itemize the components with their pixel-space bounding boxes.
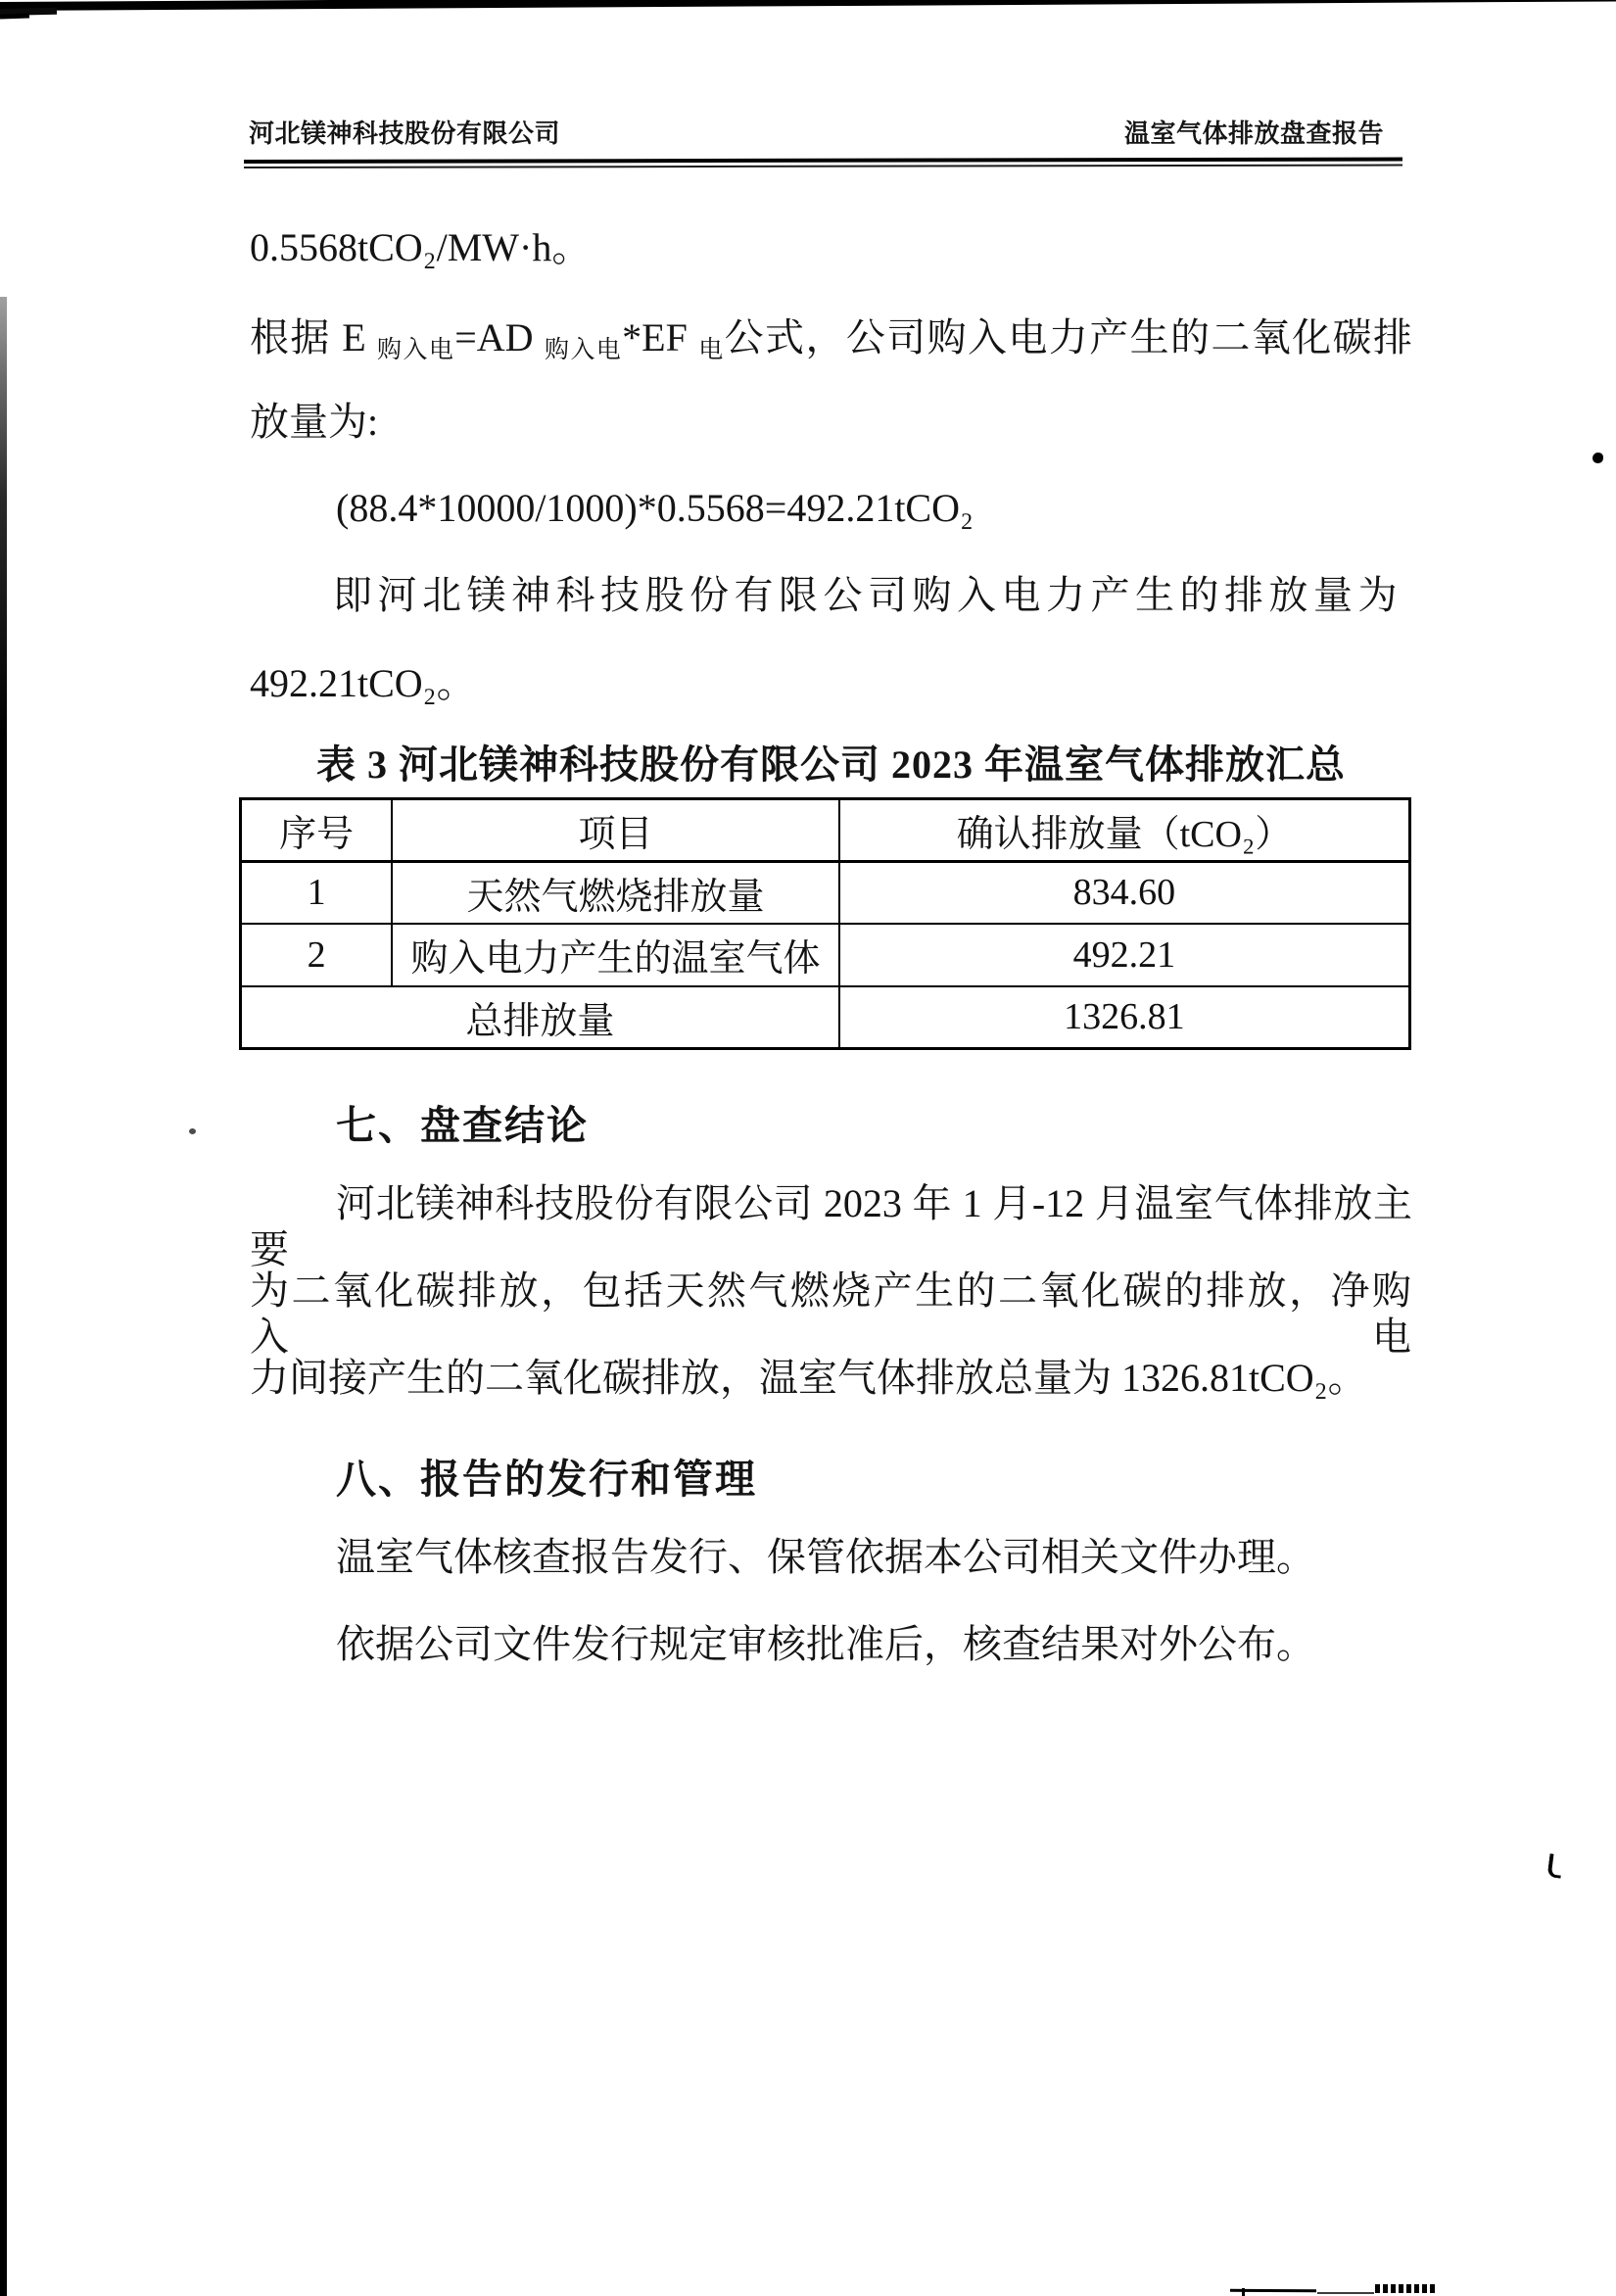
section-7-heading: 七、盘查结论 [336,1103,589,1148]
table-row [241,862,1410,924]
table-header-amount: 确认排放量（tCO₂） [839,799,1410,862]
table-header-index: 序号 [241,799,393,862]
row-item: 购入电力产生的温室气体 [392,924,839,986]
scan-artifact-bottom-tick [1242,2288,1245,2296]
formula-seg: 根据 E [250,315,378,359]
scan-artifact-bottom-line-thin [1317,2292,1374,2294]
table-header-row [241,799,1410,862]
formula-seg: 公式，公司购入电力产生的二氧化碳排 [724,315,1412,359]
scan-artifact-dot-left [189,1128,196,1134]
row-index: 2 [241,924,393,986]
row-amount: 834.60 [839,862,1410,924]
total-amount: 1326.81 [839,986,1410,1049]
formula-subscript: 购入电 [544,337,623,363]
scan-artifact-bottom-dashes [1375,2284,1438,2293]
body-line-fangliangwei: 放量为: [250,400,379,444]
running-head-report-title: 温室气体排放盘查报告 [1124,120,1385,148]
table-total-row [241,986,1410,1049]
formula-subscript: 电 [698,337,725,363]
formula-subscript: 购入电 [377,337,455,363]
scan-artifact-dot-right [1592,453,1603,463]
section-7-paragraph-line: 力间接产生的二氧化碳排放，温室气体排放总量为 1326.81tCO₂。 [250,1356,1367,1400]
header-rule-thin [244,165,1402,168]
scan-artifact-top-bar [0,0,1616,11]
table-caption: 表 3 河北镁神科技股份有限公司 2023 年温室气体排放汇总 [316,742,1346,787]
scan-artifact-top-fragment [0,13,29,19]
total-label: 总排放量 [241,986,839,1049]
formula-seg: *EF [622,315,699,359]
body-line-formula [250,314,1412,365]
table-header-item: 项目 [392,799,839,862]
row-amount: 492.21 [839,924,1410,986]
row-item: 天然气燃烧排放量 [392,862,839,924]
formula-seg: =AD [454,315,545,359]
body-line-conclusion-sentence: 即河北镁神科技股份有限公司购入电力产生的排放量为 [333,573,1402,617]
section-8-paragraph-line: 温室气体核查报告发行、保管依据本公司相关文件办理。 [336,1535,1315,1579]
section-8-paragraph-line: 依据公司文件发行规定审核批准后，核查结果对外公布。 [336,1622,1315,1666]
scan-artifact-tick [1547,1853,1564,1879]
section-7-paragraph-line: 为二氧化碳排放，包括天然气燃烧产生的二氧化碳的排放，净购入电 [250,1268,1412,1360]
table-row [241,924,1410,986]
section-7-paragraph-line: 河北镁神科技股份有限公司 2023 年 1 月-12 月温室气体排放主要 [250,1181,1412,1272]
body-line-calculation: (88.4*10000/1000)*0.5568=492.21tCO₂ [336,486,974,530]
header-rule-thick [244,158,1402,164]
scan-artifact-left-edge [0,297,7,2296]
running-head-company: 河北镁神科技股份有限公司 [249,120,561,148]
emission-summary-table [239,797,1411,1050]
body-line-emission-factor: 0.5568tCO₂/MW·h。 [250,225,592,269]
body-line-result-value: 492.21tCO₂。 [250,661,476,705]
section-8-heading: 八、报告的发行和管理 [336,1457,757,1502]
row-index: 1 [241,862,393,924]
